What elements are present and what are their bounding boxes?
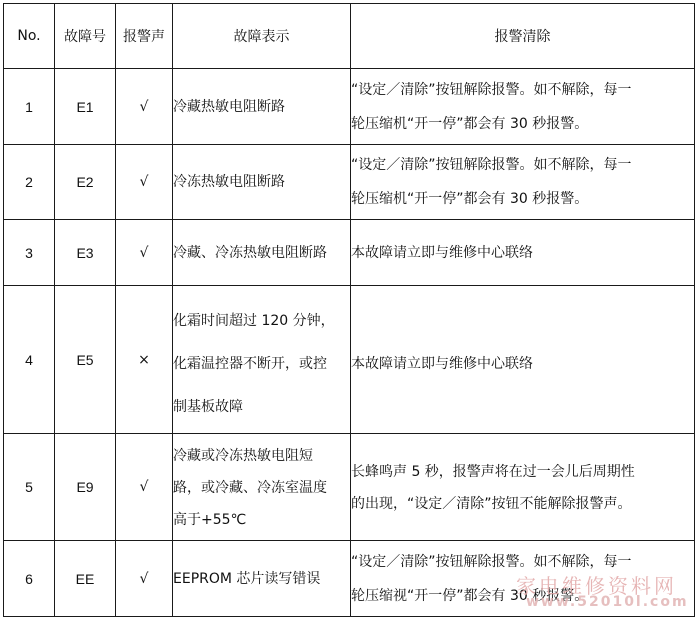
fault-code: EE (55, 541, 116, 617)
clearing-line: 的出现，“设定／清除”按钮不能解除报警声。 (351, 496, 632, 512)
fault-code: E2 (55, 145, 116, 220)
table-row (4, 286, 695, 434)
clearing-line: 轮压缩机“开一停”都会有 30 秒报警。 (351, 115, 589, 132)
alarm-clearing (351, 541, 695, 617)
watermark-url: www.52010l.com (526, 594, 689, 610)
alarm-clearing (351, 220, 695, 286)
header-alarm-clearing: 报警清除 (351, 4, 695, 69)
fault-description (173, 145, 351, 220)
clearing-line: “设定／清除”按钮解除报警。如不解除，每一 (351, 553, 632, 570)
fault-description (173, 69, 351, 145)
row-number: 3 (4, 220, 55, 286)
alarm-mark: √ (116, 145, 173, 220)
alarm-clearing (351, 286, 695, 434)
description-line: 化霜温控器不断开，或控 (173, 356, 327, 372)
description-line: 化霜时间超过 120 分钟， (173, 313, 335, 329)
header-row (4, 4, 695, 69)
description-line: 冷藏、冷冻热敏电阻断路 (173, 244, 327, 261)
alarm-mark: √ (116, 69, 173, 145)
description-line: 路，或冷藏、冷冻室温度 (173, 480, 327, 496)
table-row (4, 434, 695, 541)
fault-description (173, 220, 351, 286)
description-line: 制基板故障 (173, 399, 243, 415)
row-number: 2 (4, 145, 55, 220)
alarm-mark: × (116, 286, 173, 434)
clearing-line: “设定／清除”按钮解除报警。如不解除，每一 (351, 157, 632, 173)
alarm-clearing (351, 69, 695, 145)
fault-description (173, 286, 351, 434)
description-line: 冷藏热敏电阻断路 (173, 98, 285, 115)
header-no: No. (4, 4, 55, 69)
table-row (4, 145, 695, 220)
row-number: 1 (4, 69, 55, 145)
header-fault-description: 故障表示 (173, 4, 351, 69)
watermark-title: 家电维修资料网 (516, 574, 677, 598)
description-line: 冷冻热敏电阻断路 (173, 174, 285, 190)
fault-description (173, 434, 351, 541)
clearing-line: 本故障请立即与维修中心联络 (351, 244, 533, 261)
alarm-mark: √ (116, 541, 173, 617)
description-line: EEPROM 芯片读写错误 (173, 570, 321, 587)
header-alarm-sound: 报警声 (116, 4, 173, 69)
fault-description (173, 541, 351, 617)
fault-code: E3 (55, 220, 116, 286)
row-number: 5 (4, 434, 55, 541)
table-row (4, 541, 695, 617)
description-line: 高于+55℃ (173, 512, 247, 528)
clearing-line: 轮压缩视“开一停”都会有 30 秒报警。 (351, 587, 589, 604)
alarm-mark: √ (116, 434, 173, 541)
clearing-line: 本故障请立即与维修中心联络 (351, 356, 533, 372)
row-number: 4 (4, 286, 55, 434)
clearing-line: 轮压缩机“开一停”都会有 30 秒报警。 (351, 191, 589, 207)
header-fault-code: 故障号 (55, 4, 116, 69)
clearing-line: “设定／清除”按钮解除报警。如不解除，每一 (351, 81, 632, 98)
fault-code: E9 (55, 434, 116, 541)
alarm-clearing (351, 145, 695, 220)
row-number: 6 (4, 541, 55, 617)
table-row (4, 69, 695, 145)
clearing-line: 长蜂鸣声 5 秒，报警声将在过一会儿后周期性 (351, 464, 635, 480)
alarm-mark: √ (116, 220, 173, 286)
alarm-clearing (351, 434, 695, 541)
description-line: 冷藏或冷冻热敏电阻短 (173, 448, 313, 464)
fault-code-table (3, 3, 695, 617)
fault-code: E5 (55, 286, 116, 434)
table-row (4, 220, 695, 286)
fault-code: E1 (55, 69, 116, 145)
